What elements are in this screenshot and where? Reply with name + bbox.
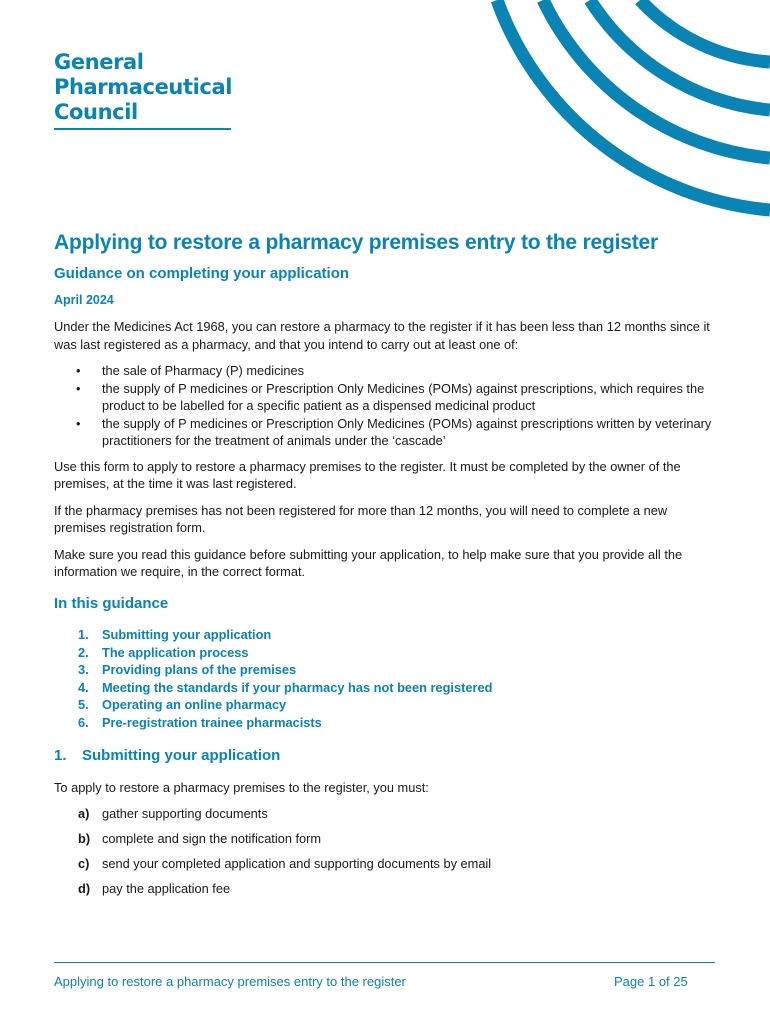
toc-link-online[interactable]: Operating an online pharmacy — [102, 697, 287, 712]
footer-title: Applying to restore a pharmacy premises entry to the register — [54, 974, 406, 989]
toc-link-process[interactable]: The application process — [102, 644, 249, 660]
step-item: b) complete and sign the notification form — [78, 831, 322, 846]
document-date: April 2024 — [54, 293, 114, 307]
intro-paragraph: Under the Medicines Act 1968, you can restore a pharmacy to the register if it has been less than 12 months since it was last registered as a pharmacy, and that you intend to carry out at least one of: — [54, 319, 710, 352]
form-use-paragraph: Use this form to apply to restore a pharmacy premises to the register. It must be completed by the owner of the premises, at the time it was last registered. — [54, 458, 681, 491]
step-item: a) gather supporting documents — [78, 806, 268, 821]
gphc-logo — [54, 50, 231, 130]
table-of-contents — [54, 626, 719, 731]
footer-divider — [54, 962, 715, 963]
step-item: c) send your completed application and supporting documents by email — [78, 856, 492, 871]
toc-link-trainee[interactable]: Pre-registration trainee pharmacists — [102, 714, 322, 730]
registration-paragraph: If the pharmacy premises has not been registered for more than 12 months, you will need to complete a new premises registration form. — [54, 502, 668, 535]
list-item: • the supply of P medicines or Prescription Only Medicines (POMs) against prescriptions written by veterinary practitioners for the treatment of animals under the ‘cascade’ — [76, 415, 712, 448]
toc-item[interactable]: 2. The application process — [78, 644, 249, 660]
logo-line-2: Pharmaceutical — [54, 75, 233, 99]
toc-link-submitting[interactable]: Submitting your application — [102, 627, 272, 642]
toc-link-plans[interactable]: Providing plans of the premises — [102, 662, 297, 677]
logo-line-3: Council — [54, 100, 138, 124]
toc-item[interactable]: 6. Pre-registration trainee pharmacists — [78, 714, 322, 730]
logo-underline — [54, 128, 231, 130]
read-guidance-paragraph: Make sure you read this guidance before submitting your application, to help make sure that you provide all the information we require, in the correct format. — [54, 546, 683, 579]
step-item: d) pay the application fee — [78, 881, 231, 896]
section-1-steps — [54, 805, 719, 898]
list-item: • the sale of Pharmacy (P) medicines — [76, 363, 304, 378]
document-body — [54, 318, 719, 905]
toc-link-standards[interactable]: Meeting the standards if your pharmacy has not been registered — [102, 679, 493, 695]
toc-heading: In this guidance — [54, 594, 169, 612]
toc-item[interactable]: 1. Submitting your application — [78, 627, 272, 642]
list-item: • the supply of P medicines or Prescription Only Medicines (POMs) against prescriptions, which requires the product to be labelled for a specific patient as a dispensed medicinal product — [76, 380, 705, 413]
document-subtitle: Guidance on completing your application — [54, 265, 350, 282]
logo-line-1: General — [54, 50, 144, 74]
document-title: Applying to restore a pharmacy premises entry to the register — [54, 231, 658, 254]
page-number: Page 1 of 25 — [614, 974, 688, 989]
toc-item[interactable]: 3. Providing plans of the premises — [78, 662, 297, 677]
section-1-intro: To apply to restore a pharmacy premises to the register, you must: — [54, 779, 429, 795]
section-1-heading: 1. Submitting your application — [54, 747, 281, 764]
toc-item[interactable]: 4. Meeting the standards if your pharmacy has not been registered — [78, 679, 493, 695]
toc-item[interactable]: 5. Operating an online pharmacy — [78, 697, 287, 712]
activity-list — [54, 362, 719, 450]
